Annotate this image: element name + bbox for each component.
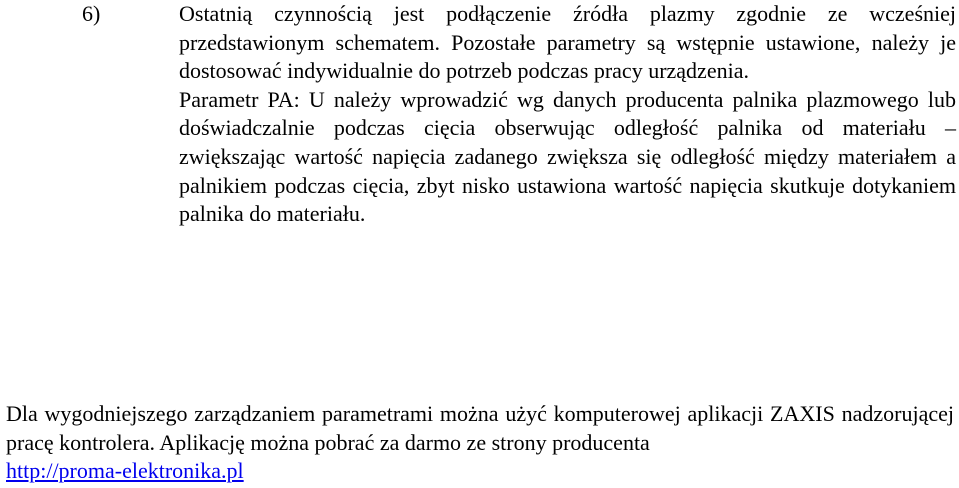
list-item-number: 6) [82, 1, 101, 26]
paragraph-pa-parameter: Parametr PA: U należy wprowadzić wg danych producenta palnika plazmowego lub doświadczalnie podczas cięcia obserwując odległość palnika od materiału – zwiększając wartość napięcia zadanego zwiększa się odległość między materiałem a palnikiem podczas cięcia, zbyt nisko ustawiona wartość napięcia skutkuje dotykaniem palnika do materiału. [179, 86, 956, 227]
paragraph-connection: Ostatnią czynnością jest podłączenie źródła plazmy zgodnie ze wcześniej przedstawionym schematem. Pozostałe parametry są wstępnie ustawione, należy je dostosować indywidualnie do potrzeb podczas pracy urządzenia. [179, 1, 956, 84]
numbered-list-item [0, 0, 959, 240]
list-item-text [179, 0, 956, 229]
tip-text: Dla wygodniejszego zarządzaniem parametrami można użyć komputerowej aplikacji ZAXIS nadzorującej pracę kontrolera. Aplikację można pobrać za darmo ze strony producenta [6, 401, 954, 455]
zaxis-tip-paragraph [6, 400, 954, 486]
manufacturer-link[interactable]: http://proma-elektronika.pl [6, 458, 244, 484]
